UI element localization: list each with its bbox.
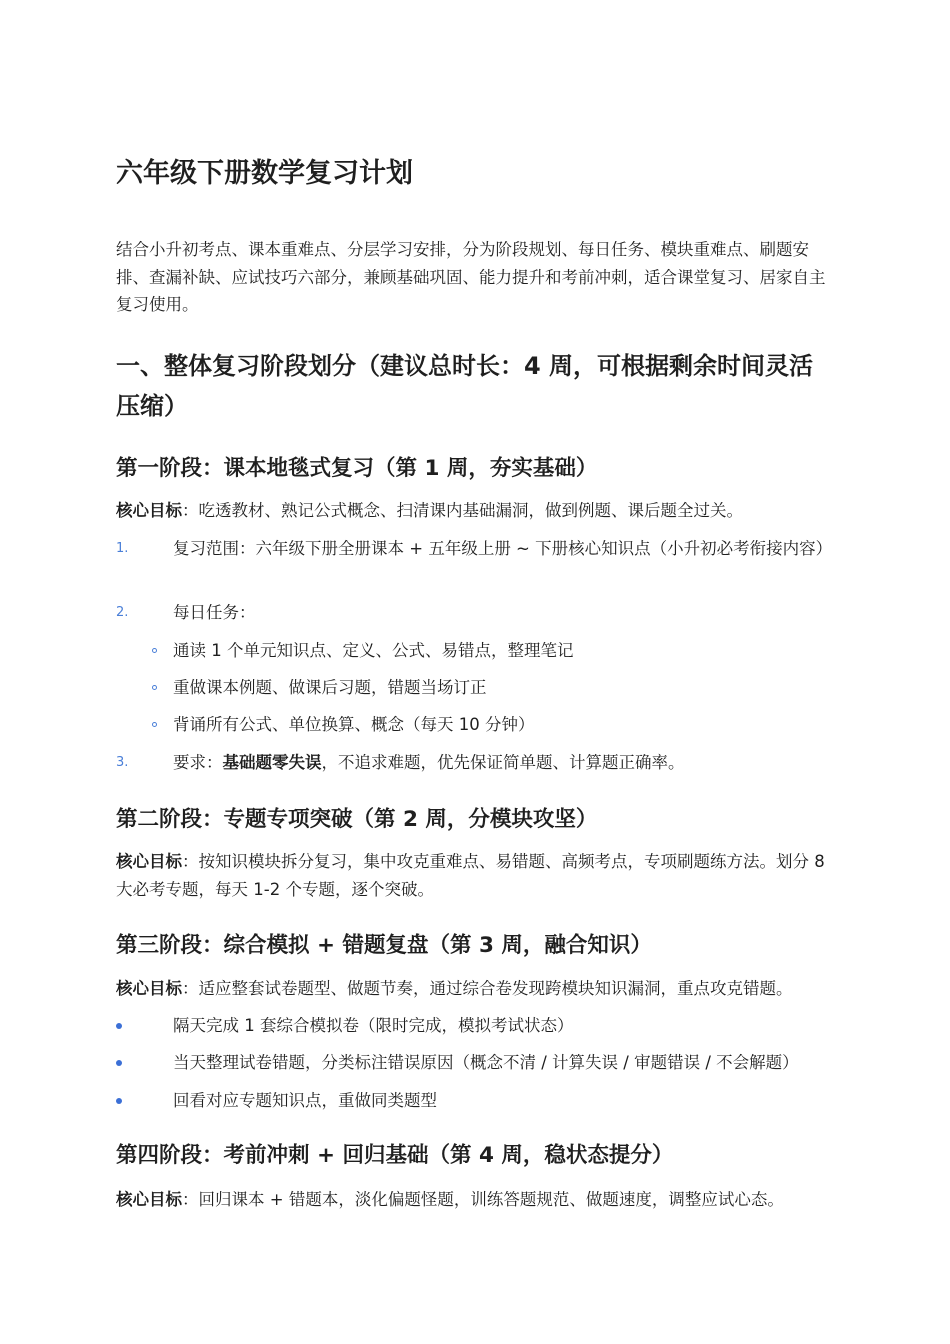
- goal-text: ：吃透教材、熟记公式概念、扫清课内基础漏洞，做到例题、课后题全过关。: [182, 501, 743, 520]
- sub-list-item-text: 通读 1 个单元知识点、定义、公式、易错点，整理笔记: [173, 641, 574, 660]
- stage2-goal: [116, 848, 836, 903]
- goal-label: 核心目标: [116, 852, 182, 871]
- stage4-heading: 第四阶段：考前冲刺 + 回归基础（第 4 周，稳状态提分）: [116, 1143, 674, 1168]
- list-number: 2.: [116, 605, 129, 620]
- bullet-list-item: [116, 1012, 836, 1040]
- list-item: [116, 535, 836, 563]
- document-title: 六年级下册数学复习计划: [116, 158, 413, 189]
- bullet-icon: [116, 1023, 122, 1029]
- sub-list-item-text: 背诵所有公式、单位换算、概念（每天 10 分钟）: [173, 715, 535, 734]
- bullet-item-text: 回看对应专题知识点，重做同类题型: [173, 1091, 437, 1110]
- hollow-bullet-icon: [152, 648, 157, 653]
- list-item: [116, 599, 836, 627]
- stage3-heading: 第三阶段：综合模拟 + 错题复盘（第 3 周，融合知识）: [116, 933, 652, 958]
- sub-list-item: [116, 637, 836, 665]
- bullet-item-text: 当天整理试卷错题，分类标注错误原因（概念不清 / 计算失误 / 审题错误 / 不会解题）: [173, 1053, 799, 1072]
- bullet-icon: [116, 1060, 122, 1066]
- stage3-goal: [116, 975, 836, 1003]
- stage1-heading: 第一阶段：课本地毯式复习（第 1 周，夯实基础）: [116, 456, 598, 481]
- stage1-goal: [116, 497, 836, 525]
- goal-label: 核心目标: [116, 1190, 182, 1209]
- requirement-bold: 基础题零失误: [222, 753, 322, 772]
- list-item: [116, 749, 836, 777]
- sub-list-item-text: 重做课本例题、做课后习题，错题当场订正: [173, 678, 487, 697]
- goal-text: ：按知识模块拆分复习，集中攻克重难点、易错题、高频考点，专项刷题练方法。划分 8 大必考专题，每天 1-2 个专题，逐个突破。: [116, 852, 825, 899]
- list-item-text: 复习范围：六年级下册全册课本 + 五年级上册 ~ 下册核心知识点（小升初必考衔接内容）: [173, 539, 833, 558]
- list-item-text: 每日任务：: [173, 603, 256, 622]
- requirement-prefix: 要求：: [173, 753, 223, 772]
- hollow-bullet-icon: [152, 722, 157, 727]
- goal-label: 核心目标: [116, 501, 182, 520]
- intro-paragraph: 结合小升初考点、课本重难点、分层学习安排，分为阶段规划、每日任务、模块重难点、刷题安排、查漏补缺、应试技巧六部分，兼顾基础巩固、能力提升和考前冲刺，适合课堂复习、居家自主复习使用。: [116, 240, 826, 314]
- stage4-goal: [116, 1186, 836, 1214]
- goal-label: 核心目标: [116, 979, 182, 998]
- bullet-list-item: [116, 1087, 836, 1115]
- requirement-suffix: ，不追求难题，优先保证简单题、计算题正确率。: [321, 753, 685, 772]
- sub-list-item: [116, 674, 836, 702]
- sub-list-item: [116, 711, 836, 739]
- bullet-list-item: [116, 1049, 836, 1077]
- bullet-item-text: 隔天完成 1 套综合模拟卷（限时完成，模拟考试状态）: [173, 1016, 574, 1035]
- goal-text: ：回归课本 + 错题本，淡化偏题怪题，训练答题规范、做题速度，调整应试心态。: [182, 1190, 784, 1209]
- bullet-icon: [116, 1098, 122, 1104]
- hollow-bullet-icon: [152, 685, 157, 690]
- list-number: 1.: [116, 541, 129, 556]
- stage2-heading: 第二阶段：专题专项突破（第 2 周，分模块攻坚）: [116, 807, 598, 832]
- goal-text: ：适应整套试卷题型、做题节奏，通过综合卷发现跨模块知识漏洞，重点攻克错题。: [182, 979, 793, 998]
- list-number: 3.: [116, 755, 129, 770]
- list-item-text: [116, 749, 836, 777]
- section-heading-1: 一、整体复习阶段划分（建议总时长：4 周，可根据剩余时间灵活压缩）: [116, 352, 814, 420]
